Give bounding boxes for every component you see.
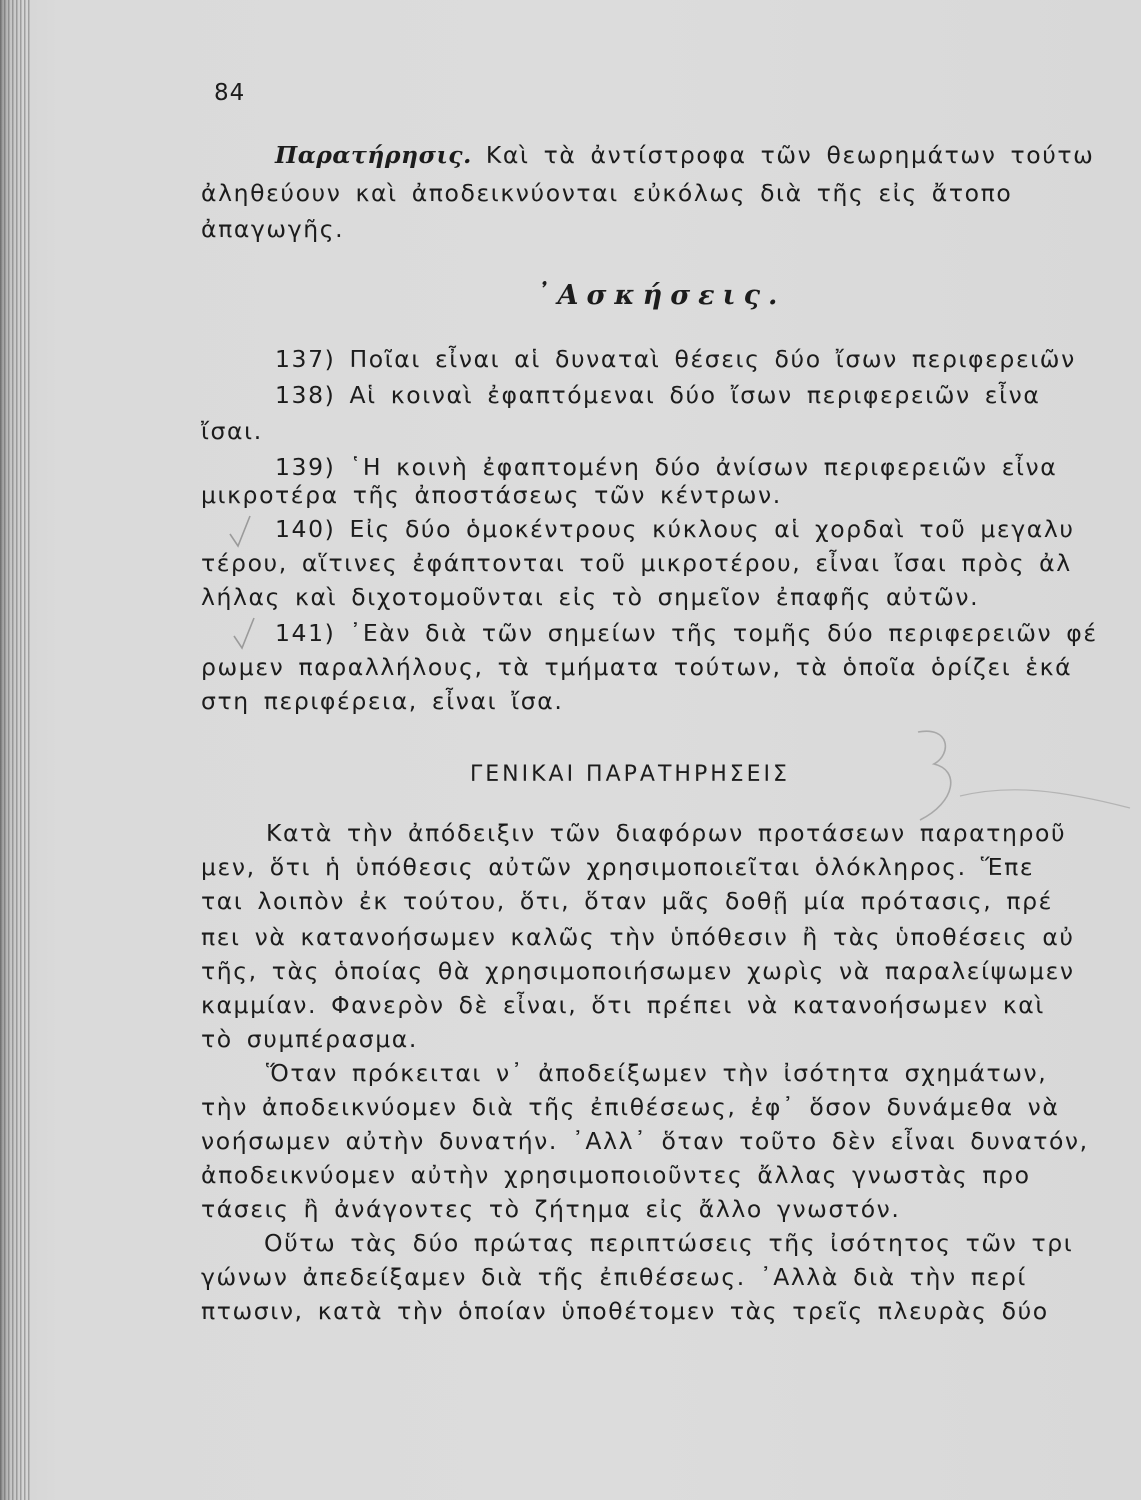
body-line-3: ται λοιπὸν ἐκ τούτου, ὅτι, ὅταν μᾶς δοθῇ μία πρότασις, πρέ bbox=[201, 887, 1053, 915]
exercise-140-line-1: 140) Εἰς δύο ὁμοκέντρους κύκλους αἱ χορδαὶ τοῦ μεγαλυ bbox=[275, 515, 1075, 543]
exercise-141-line-1: 141) ᾿Εὰν διὰ τῶν σημείων τῆς τομῆς δύο περιφερειῶν φέ bbox=[275, 619, 1098, 647]
book-spine-edge bbox=[0, 0, 30, 1500]
exercise-138-line-2: ἴσαι. bbox=[201, 417, 263, 445]
body-line-10: νοήσωμεν αὐτὴν δυνατήν. ᾿Αλλ᾿ ὅταν τοῦτο δὲν εἶναι δυνατόν, bbox=[201, 1127, 1089, 1155]
body-line-8: Ὅταν πρόκειται ν᾿ ἀποδείξωμεν τὴν ἰσότητα σχημάτων, bbox=[266, 1059, 1048, 1087]
general-remarks-heading: ΓΕΝΙΚΑΙ ΠΑΡΑΤΗΡΗΣΕΙΣ bbox=[470, 762, 790, 787]
pencil-checkmark-icon bbox=[226, 512, 256, 552]
body-line-14: γώνων ἀπεδείξαμεν διὰ τῆς ἐπιθέσεως. ᾿Αλλὰ διὰ τὴν περί bbox=[201, 1263, 1027, 1291]
body-line-13: Οὕτω τὰς δύο πρώτας περιπτώσεις τῆς ἰσότητος τῶν τρι bbox=[264, 1229, 1074, 1257]
body-line-9: τὴν ἀποδεικνύομεν διὰ τῆς ἐπιθέσεως, ἐφ᾿ ὅσον δυνάμεθα νὰ bbox=[201, 1093, 1060, 1121]
exercise-140-line-2: τέρου, αἵτινες ἐφάπτονται τοῦ μικροτέρου, εἶναι ἴσαι πρὸς ἀλ bbox=[201, 549, 1072, 577]
body-line-4: πει νὰ κατανοήσωμεν καλῶς τὴν ὑπόθεσιν ἢ τὰς ὑποθέσεις αὐ bbox=[201, 923, 1075, 951]
remark-line-2: ἀληθεύουν καὶ ἀποδεικνύονται εὐκόλως διὰ τῆς εἰς ἄτοπο bbox=[201, 179, 1013, 207]
exercise-141-line-3: στη περιφέρεια, εἶναι ἴσα. bbox=[201, 687, 564, 715]
exercises-heading: ᾿Ασκήσεις. bbox=[536, 280, 786, 311]
remark-line-1 bbox=[275, 141, 1095, 169]
body-line-5: τῆς, τὰς ὁποίας θὰ χρησιμοποιήσωμεν χωρὶς νὰ παραλείψωμεν bbox=[201, 957, 1075, 985]
exercise-139-line-1: 139) ῾Η κοινὴ ἐφαπτομένη δύο ἀνίσων περιφερειῶν εἶνα bbox=[275, 453, 1058, 481]
exercise-141-line-2: ρωμεν παραλλήλους, τὰ τμήματα τούτων, τὰ ὁποῖα ὁρίζει ἑκά bbox=[201, 653, 1073, 681]
body-line-12: τάσεις ἢ ἀνάγοντες τὸ ζήτημα εἰς ἄλλο γνωστόν. bbox=[201, 1195, 901, 1223]
exercise-137-line-1: 137) Ποῖαι εἶναι αἱ δυναταὶ θέσεις δύο ἴσων περιφερειῶν bbox=[275, 345, 1076, 373]
page-number: 84 bbox=[214, 80, 246, 106]
remark-line-3: ἀπαγωγῆς. bbox=[201, 215, 345, 243]
remark-lead: Παρατήρησις. bbox=[275, 141, 472, 169]
body-line-15: πτωσιν, κατὰ τὴν ὁποίαν ὑποθέτομεν τὰς τρεῖς πλευρὰς δύο bbox=[201, 1297, 1049, 1325]
exercise-138-line-1: 138) Αἱ κοιναὶ ἐφαπτόμεναι δύο ἴσων περιφερειῶν εἶνα bbox=[275, 381, 1041, 409]
body-line-1: Κατὰ τὴν ἀπόδειξιν τῶν διαφόρων προτάσεων παρατηροῦ bbox=[266, 819, 1067, 847]
pencil-checkmark-icon bbox=[230, 614, 260, 654]
exercise-140-line-3: λήλας καὶ διχοτομοῦνται εἰς τὸ σημεῖον ἐπαφῆς αὐτῶν. bbox=[201, 583, 980, 611]
exercise-139-line-2: μικροτέρα τῆς ἀποστάσεως τῶν κέντρων. bbox=[201, 481, 782, 509]
body-line-11: ἀποδεικνύομεν αὐτὴν χρησιμοποιοῦντες ἄλλας γνωστὰς προ bbox=[201, 1161, 1031, 1189]
body-line-2: μεν, ὅτι ἡ ὑπόθεσις αὐτῶν χρησιμοποιεῖται ὁλόκληρος. Ἕπε bbox=[201, 853, 1035, 881]
body-line-7: τὸ συμπέρασμα. bbox=[201, 1025, 418, 1053]
body-line-6: καμμίαν. Φανερὸν δὲ εἶναι, ὅτι πρέπει νὰ κατανοήσωμεν καὶ bbox=[201, 991, 1045, 1019]
remark-text: Καὶ τὰ ἀντίστροφα τῶν θεωρημάτων τούτω bbox=[485, 141, 1095, 169]
